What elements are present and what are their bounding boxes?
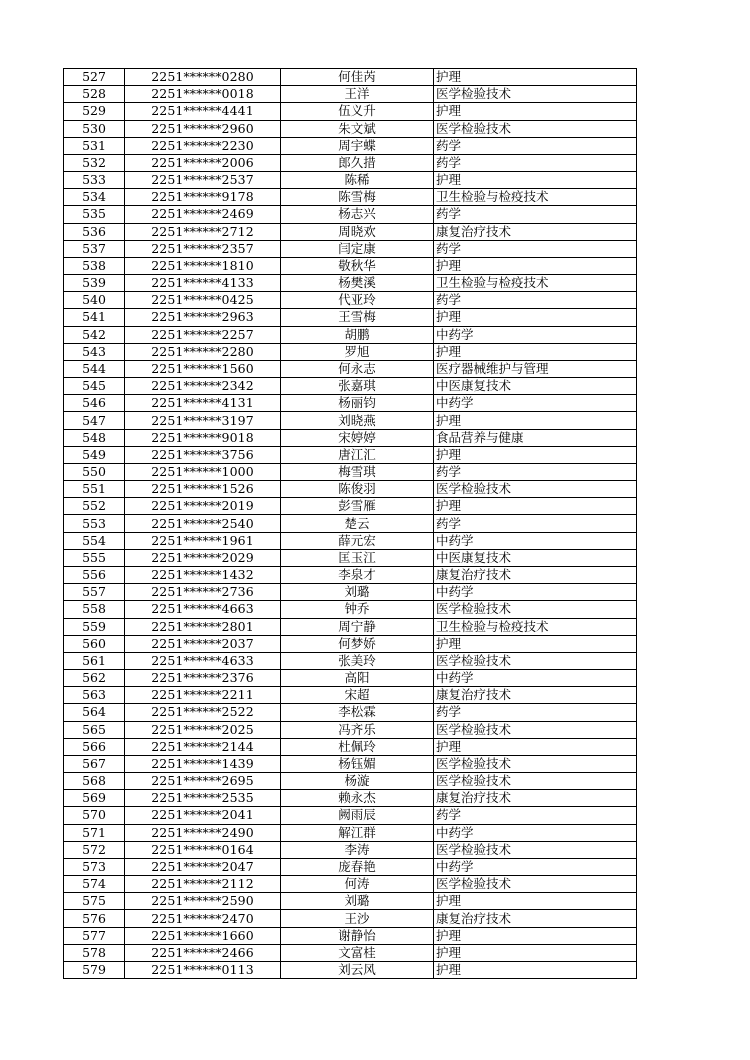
major-cell: 药学: [434, 206, 637, 223]
row-number-cell: 529: [64, 103, 125, 120]
table-row: [64, 944, 637, 961]
row-number-cell: 527: [64, 69, 125, 86]
table-row: [64, 790, 637, 807]
student-id-cell: 2251******2535: [125, 790, 281, 807]
major-cell: 药学: [434, 240, 637, 257]
student-id-cell: 2251******1439: [125, 755, 281, 772]
student-id-cell: 2251******2041: [125, 807, 281, 824]
major-cell: 食品营养与健康: [434, 429, 637, 446]
row-number-cell: 555: [64, 549, 125, 566]
major-cell: 药学: [434, 704, 637, 721]
student-name-cell: 钟乔: [281, 601, 434, 618]
student-id-cell: 2251******1810: [125, 257, 281, 274]
student-name-cell: 杜佩玲: [281, 738, 434, 755]
row-number-cell: 558: [64, 601, 125, 618]
table-row: [64, 704, 637, 721]
student-id-cell: 2251******2522: [125, 704, 281, 721]
student-name-cell: 王雪梅: [281, 309, 434, 326]
table-row: [64, 601, 637, 618]
table-row: [64, 876, 637, 893]
student-id-cell: 2251******4133: [125, 275, 281, 292]
student-id-cell: 2251******2357: [125, 240, 281, 257]
student-name-cell: 陈稀: [281, 172, 434, 189]
major-cell: 护理: [434, 961, 637, 978]
student-name-cell: 文富桂: [281, 944, 434, 961]
row-number-cell: 560: [64, 635, 125, 652]
row-number-cell: 553: [64, 515, 125, 532]
table-row: [64, 961, 637, 978]
row-number-cell: 574: [64, 876, 125, 893]
row-number-cell: 539: [64, 275, 125, 292]
row-number-cell: 550: [64, 463, 125, 480]
table-row: [64, 515, 637, 532]
table-row: [64, 120, 637, 137]
student-name-cell: 冯齐乐: [281, 721, 434, 738]
student-list-table: [63, 68, 637, 979]
table-row: [64, 670, 637, 687]
student-id-cell: 2251******2960: [125, 120, 281, 137]
student-name-cell: 阙雨辰: [281, 807, 434, 824]
major-cell: 医学检验技术: [434, 86, 637, 103]
row-number-cell: 546: [64, 395, 125, 412]
table-row: [64, 69, 637, 86]
row-number-cell: 579: [64, 961, 125, 978]
student-name-cell: 周宁静: [281, 618, 434, 635]
major-cell: 护理: [434, 738, 637, 755]
student-name-cell: 刘璐: [281, 893, 434, 910]
table-row: [64, 172, 637, 189]
row-number-cell: 576: [64, 910, 125, 927]
table-row: [64, 223, 637, 240]
row-number-cell: 535: [64, 206, 125, 223]
student-id-cell: 2251******2047: [125, 858, 281, 875]
row-number-cell: 534: [64, 189, 125, 206]
student-id-cell: 2251******2470: [125, 910, 281, 927]
major-cell: 护理: [434, 309, 637, 326]
major-cell: 医学检验技术: [434, 652, 637, 669]
student-id-cell: 2251******0280: [125, 69, 281, 86]
table-row: [64, 292, 637, 309]
table-row: [64, 738, 637, 755]
major-cell: 康复治疗技术: [434, 910, 637, 927]
table-row: [64, 481, 637, 498]
student-id-cell: 2251******9018: [125, 429, 281, 446]
student-id-cell: 2251******4131: [125, 395, 281, 412]
table-row: [64, 755, 637, 772]
student-name-cell: 薛元宏: [281, 532, 434, 549]
major-cell: 护理: [434, 944, 637, 961]
student-name-cell: 周宇蝶: [281, 137, 434, 154]
major-cell: 康复治疗技术: [434, 566, 637, 583]
row-number-cell: 572: [64, 841, 125, 858]
major-cell: 医学检验技术: [434, 601, 637, 618]
major-cell: 药学: [434, 515, 637, 532]
row-number-cell: 562: [64, 670, 125, 687]
student-id-cell: 2251******1432: [125, 566, 281, 583]
table-row: [64, 275, 637, 292]
major-cell: 中药学: [434, 532, 637, 549]
row-number-cell: 557: [64, 584, 125, 601]
major-cell: 护理: [434, 446, 637, 463]
student-id-cell: 2251******0164: [125, 841, 281, 858]
student-name-cell: 朱文斌: [281, 120, 434, 137]
student-id-cell: 2251******4663: [125, 601, 281, 618]
student-name-cell: 刘璐: [281, 584, 434, 601]
major-cell: 医学检验技术: [434, 755, 637, 772]
student-id-cell: 2251******2490: [125, 824, 281, 841]
row-number-cell: 571: [64, 824, 125, 841]
student-id-cell: 2251******2037: [125, 635, 281, 652]
student-id-cell: 2251******2590: [125, 893, 281, 910]
table-row: [64, 326, 637, 343]
table-row: [64, 412, 637, 429]
major-cell: 中药学: [434, 395, 637, 412]
student-name-cell: 代亚玲: [281, 292, 434, 309]
student-id-cell: 2251******9178: [125, 189, 281, 206]
row-number-cell: 565: [64, 721, 125, 738]
student-id-cell: 2251******2537: [125, 172, 281, 189]
student-name-cell: 敬秋华: [281, 257, 434, 274]
student-name-cell: 宋婷婷: [281, 429, 434, 446]
row-number-cell: 552: [64, 498, 125, 515]
table-row: [64, 652, 637, 669]
row-number-cell: 568: [64, 773, 125, 790]
student-name-cell: 何佳芮: [281, 69, 434, 86]
major-cell: 护理: [434, 69, 637, 86]
table-row: [64, 532, 637, 549]
major-cell: 中药学: [434, 584, 637, 601]
student-name-cell: 宋超: [281, 687, 434, 704]
student-id-cell: 2251******2211: [125, 687, 281, 704]
student-name-cell: 杨志兴: [281, 206, 434, 223]
major-cell: 护理: [434, 412, 637, 429]
row-number-cell: 540: [64, 292, 125, 309]
student-id-cell: 2251******1526: [125, 481, 281, 498]
major-cell: 卫生检验与检疫技术: [434, 275, 637, 292]
major-cell: 医疗器械维护与管理: [434, 360, 637, 377]
student-name-cell: 赖永杰: [281, 790, 434, 807]
table-row: [64, 549, 637, 566]
table-row: [64, 343, 637, 360]
major-cell: 医学检验技术: [434, 773, 637, 790]
table-row: [64, 498, 637, 515]
student-name-cell: 何梦娇: [281, 635, 434, 652]
major-cell: 护理: [434, 343, 637, 360]
row-number-cell: 551: [64, 481, 125, 498]
student-name-cell: 楚云: [281, 515, 434, 532]
major-cell: 中药学: [434, 326, 637, 343]
row-number-cell: 564: [64, 704, 125, 721]
student-name-cell: 李松霖: [281, 704, 434, 721]
row-number-cell: 530: [64, 120, 125, 137]
student-id-cell: 2251******2963: [125, 309, 281, 326]
student-name-cell: 陈俊羽: [281, 481, 434, 498]
row-number-cell: 533: [64, 172, 125, 189]
student-id-cell: 2251******2376: [125, 670, 281, 687]
student-id-cell: 2251******2006: [125, 154, 281, 171]
row-number-cell: 532: [64, 154, 125, 171]
table-row: [64, 566, 637, 583]
row-number-cell: 536: [64, 223, 125, 240]
student-id-cell: 2251******0018: [125, 86, 281, 103]
major-cell: 护理: [434, 103, 637, 120]
table-row: [64, 189, 637, 206]
student-id-cell: 2251******2712: [125, 223, 281, 240]
major-cell: 护理: [434, 172, 637, 189]
student-id-cell: 2251******2695: [125, 773, 281, 790]
table-row: [64, 206, 637, 223]
row-number-cell: 556: [64, 566, 125, 583]
row-number-cell: 541: [64, 309, 125, 326]
student-id-cell: 2251******2469: [125, 206, 281, 223]
row-number-cell: 569: [64, 790, 125, 807]
student-id-cell: 2251******1961: [125, 532, 281, 549]
major-cell: 中医康复技术: [434, 378, 637, 395]
student-name-cell: 庞春艳: [281, 858, 434, 875]
row-number-cell: 573: [64, 858, 125, 875]
major-cell: 护理: [434, 927, 637, 944]
student-name-cell: 罗旭: [281, 343, 434, 360]
student-id-cell: 2251******2144: [125, 738, 281, 755]
row-number-cell: 561: [64, 652, 125, 669]
major-cell: 药学: [434, 292, 637, 309]
student-name-cell: 何涛: [281, 876, 434, 893]
student-id-cell: 2251******2801: [125, 618, 281, 635]
student-id-cell: 2251******1000: [125, 463, 281, 480]
student-name-cell: 王沙: [281, 910, 434, 927]
student-name-cell: 李涛: [281, 841, 434, 858]
student-name-cell: 刘云风: [281, 961, 434, 978]
student-id-cell: 2251******1660: [125, 927, 281, 944]
table-row: [64, 858, 637, 875]
major-cell: 中药学: [434, 858, 637, 875]
table-row: [64, 463, 637, 480]
table-row: [64, 137, 637, 154]
student-id-cell: 2251******0425: [125, 292, 281, 309]
table-row: [64, 446, 637, 463]
row-number-cell: 549: [64, 446, 125, 463]
table-row: [64, 841, 637, 858]
table-row: [64, 807, 637, 824]
student-name-cell: 梅雪琪: [281, 463, 434, 480]
student-name-cell: 胡鹏: [281, 326, 434, 343]
student-id-cell: 2251******2230: [125, 137, 281, 154]
table-row: [64, 240, 637, 257]
student-id-cell: 2251******0113: [125, 961, 281, 978]
row-number-cell: 542: [64, 326, 125, 343]
student-name-cell: 李泉才: [281, 566, 434, 583]
row-number-cell: 578: [64, 944, 125, 961]
row-number-cell: 548: [64, 429, 125, 446]
student-name-cell: 杨丽钧: [281, 395, 434, 412]
student-id-cell: 2251******4441: [125, 103, 281, 120]
table-row: [64, 378, 637, 395]
student-name-cell: 王洋: [281, 86, 434, 103]
major-cell: 医学检验技术: [434, 481, 637, 498]
student-name-cell: 高阳: [281, 670, 434, 687]
student-name-cell: 谢静怡: [281, 927, 434, 944]
student-name-cell: 张嘉琪: [281, 378, 434, 395]
table-row: [64, 618, 637, 635]
row-number-cell: 547: [64, 412, 125, 429]
student-name-cell: 张美玲: [281, 652, 434, 669]
student-id-cell: 2251******2280: [125, 343, 281, 360]
student-name-cell: 伍义升: [281, 103, 434, 120]
student-name-cell: 闫定康: [281, 240, 434, 257]
major-cell: 药学: [434, 154, 637, 171]
table-row: [64, 360, 637, 377]
student-id-cell: 2251******2019: [125, 498, 281, 515]
student-name-cell: 刘晓燕: [281, 412, 434, 429]
major-cell: 康复治疗技术: [434, 223, 637, 240]
row-number-cell: 566: [64, 738, 125, 755]
student-id-cell: 2251******2029: [125, 549, 281, 566]
table-row: [64, 395, 637, 412]
student-id-cell: 2251******1560: [125, 360, 281, 377]
student-id-cell: 2251******4633: [125, 652, 281, 669]
major-cell: 护理: [434, 257, 637, 274]
major-cell: 医学检验技术: [434, 841, 637, 858]
student-id-cell: 2251******2466: [125, 944, 281, 961]
student-name-cell: 解江群: [281, 824, 434, 841]
table-row: [64, 103, 637, 120]
table-row: [64, 584, 637, 601]
student-name-cell: 何永志: [281, 360, 434, 377]
student-id-cell: 2251******2257: [125, 326, 281, 343]
row-number-cell: 577: [64, 927, 125, 944]
student-name-cell: 郎久措: [281, 154, 434, 171]
row-number-cell: 538: [64, 257, 125, 274]
student-id-cell: 2251******2025: [125, 721, 281, 738]
student-name-cell: 周晓欢: [281, 223, 434, 240]
row-number-cell: 563: [64, 687, 125, 704]
major-cell: 医学检验技术: [434, 876, 637, 893]
table-row: [64, 910, 637, 927]
row-number-cell: 559: [64, 618, 125, 635]
student-id-cell: 2251******2342: [125, 378, 281, 395]
table-row: [64, 429, 637, 446]
major-cell: 药学: [434, 807, 637, 824]
student-name-cell: 唐江汇: [281, 446, 434, 463]
student-id-cell: 2251******2540: [125, 515, 281, 532]
major-cell: 卫生检验与检疫技术: [434, 189, 637, 206]
row-number-cell: 570: [64, 807, 125, 824]
table-row: [64, 309, 637, 326]
row-number-cell: 554: [64, 532, 125, 549]
student-name-cell: 杨樊溪: [281, 275, 434, 292]
table-row: [64, 687, 637, 704]
table-row: [64, 86, 637, 103]
table-row: [64, 721, 637, 738]
row-number-cell: 528: [64, 86, 125, 103]
row-number-cell: 545: [64, 378, 125, 395]
table-row: [64, 893, 637, 910]
table-row: [64, 635, 637, 652]
major-cell: 卫生检验与检疫技术: [434, 618, 637, 635]
row-number-cell: 543: [64, 343, 125, 360]
major-cell: 药学: [434, 463, 637, 480]
student-id-cell: 2251******3197: [125, 412, 281, 429]
major-cell: 康复治疗技术: [434, 687, 637, 704]
row-number-cell: 531: [64, 137, 125, 154]
student-name-cell: 杨钰媚: [281, 755, 434, 772]
student-name-cell: 彭雪雁: [281, 498, 434, 515]
table-body: [64, 69, 637, 979]
table-row: [64, 154, 637, 171]
row-number-cell: 537: [64, 240, 125, 257]
student-id-cell: 2251******3756: [125, 446, 281, 463]
student-id-cell: 2251******2112: [125, 876, 281, 893]
major-cell: 医学检验技术: [434, 120, 637, 137]
major-cell: 医学检验技术: [434, 721, 637, 738]
major-cell: 护理: [434, 635, 637, 652]
major-cell: 护理: [434, 893, 637, 910]
major-cell: 中药学: [434, 824, 637, 841]
table-row: [64, 824, 637, 841]
student-name-cell: 杨漩: [281, 773, 434, 790]
major-cell: 中医康复技术: [434, 549, 637, 566]
row-number-cell: 567: [64, 755, 125, 772]
major-cell: 护理: [434, 498, 637, 515]
row-number-cell: 575: [64, 893, 125, 910]
student-name-cell: 匡玉江: [281, 549, 434, 566]
student-name-cell: 陈雪梅: [281, 189, 434, 206]
major-cell: 药学: [434, 137, 637, 154]
major-cell: 康复治疗技术: [434, 790, 637, 807]
student-id-cell: 2251******2736: [125, 584, 281, 601]
table-row: [64, 927, 637, 944]
row-number-cell: 544: [64, 360, 125, 377]
table-row: [64, 257, 637, 274]
major-cell: 中药学: [434, 670, 637, 687]
table-row: [64, 773, 637, 790]
